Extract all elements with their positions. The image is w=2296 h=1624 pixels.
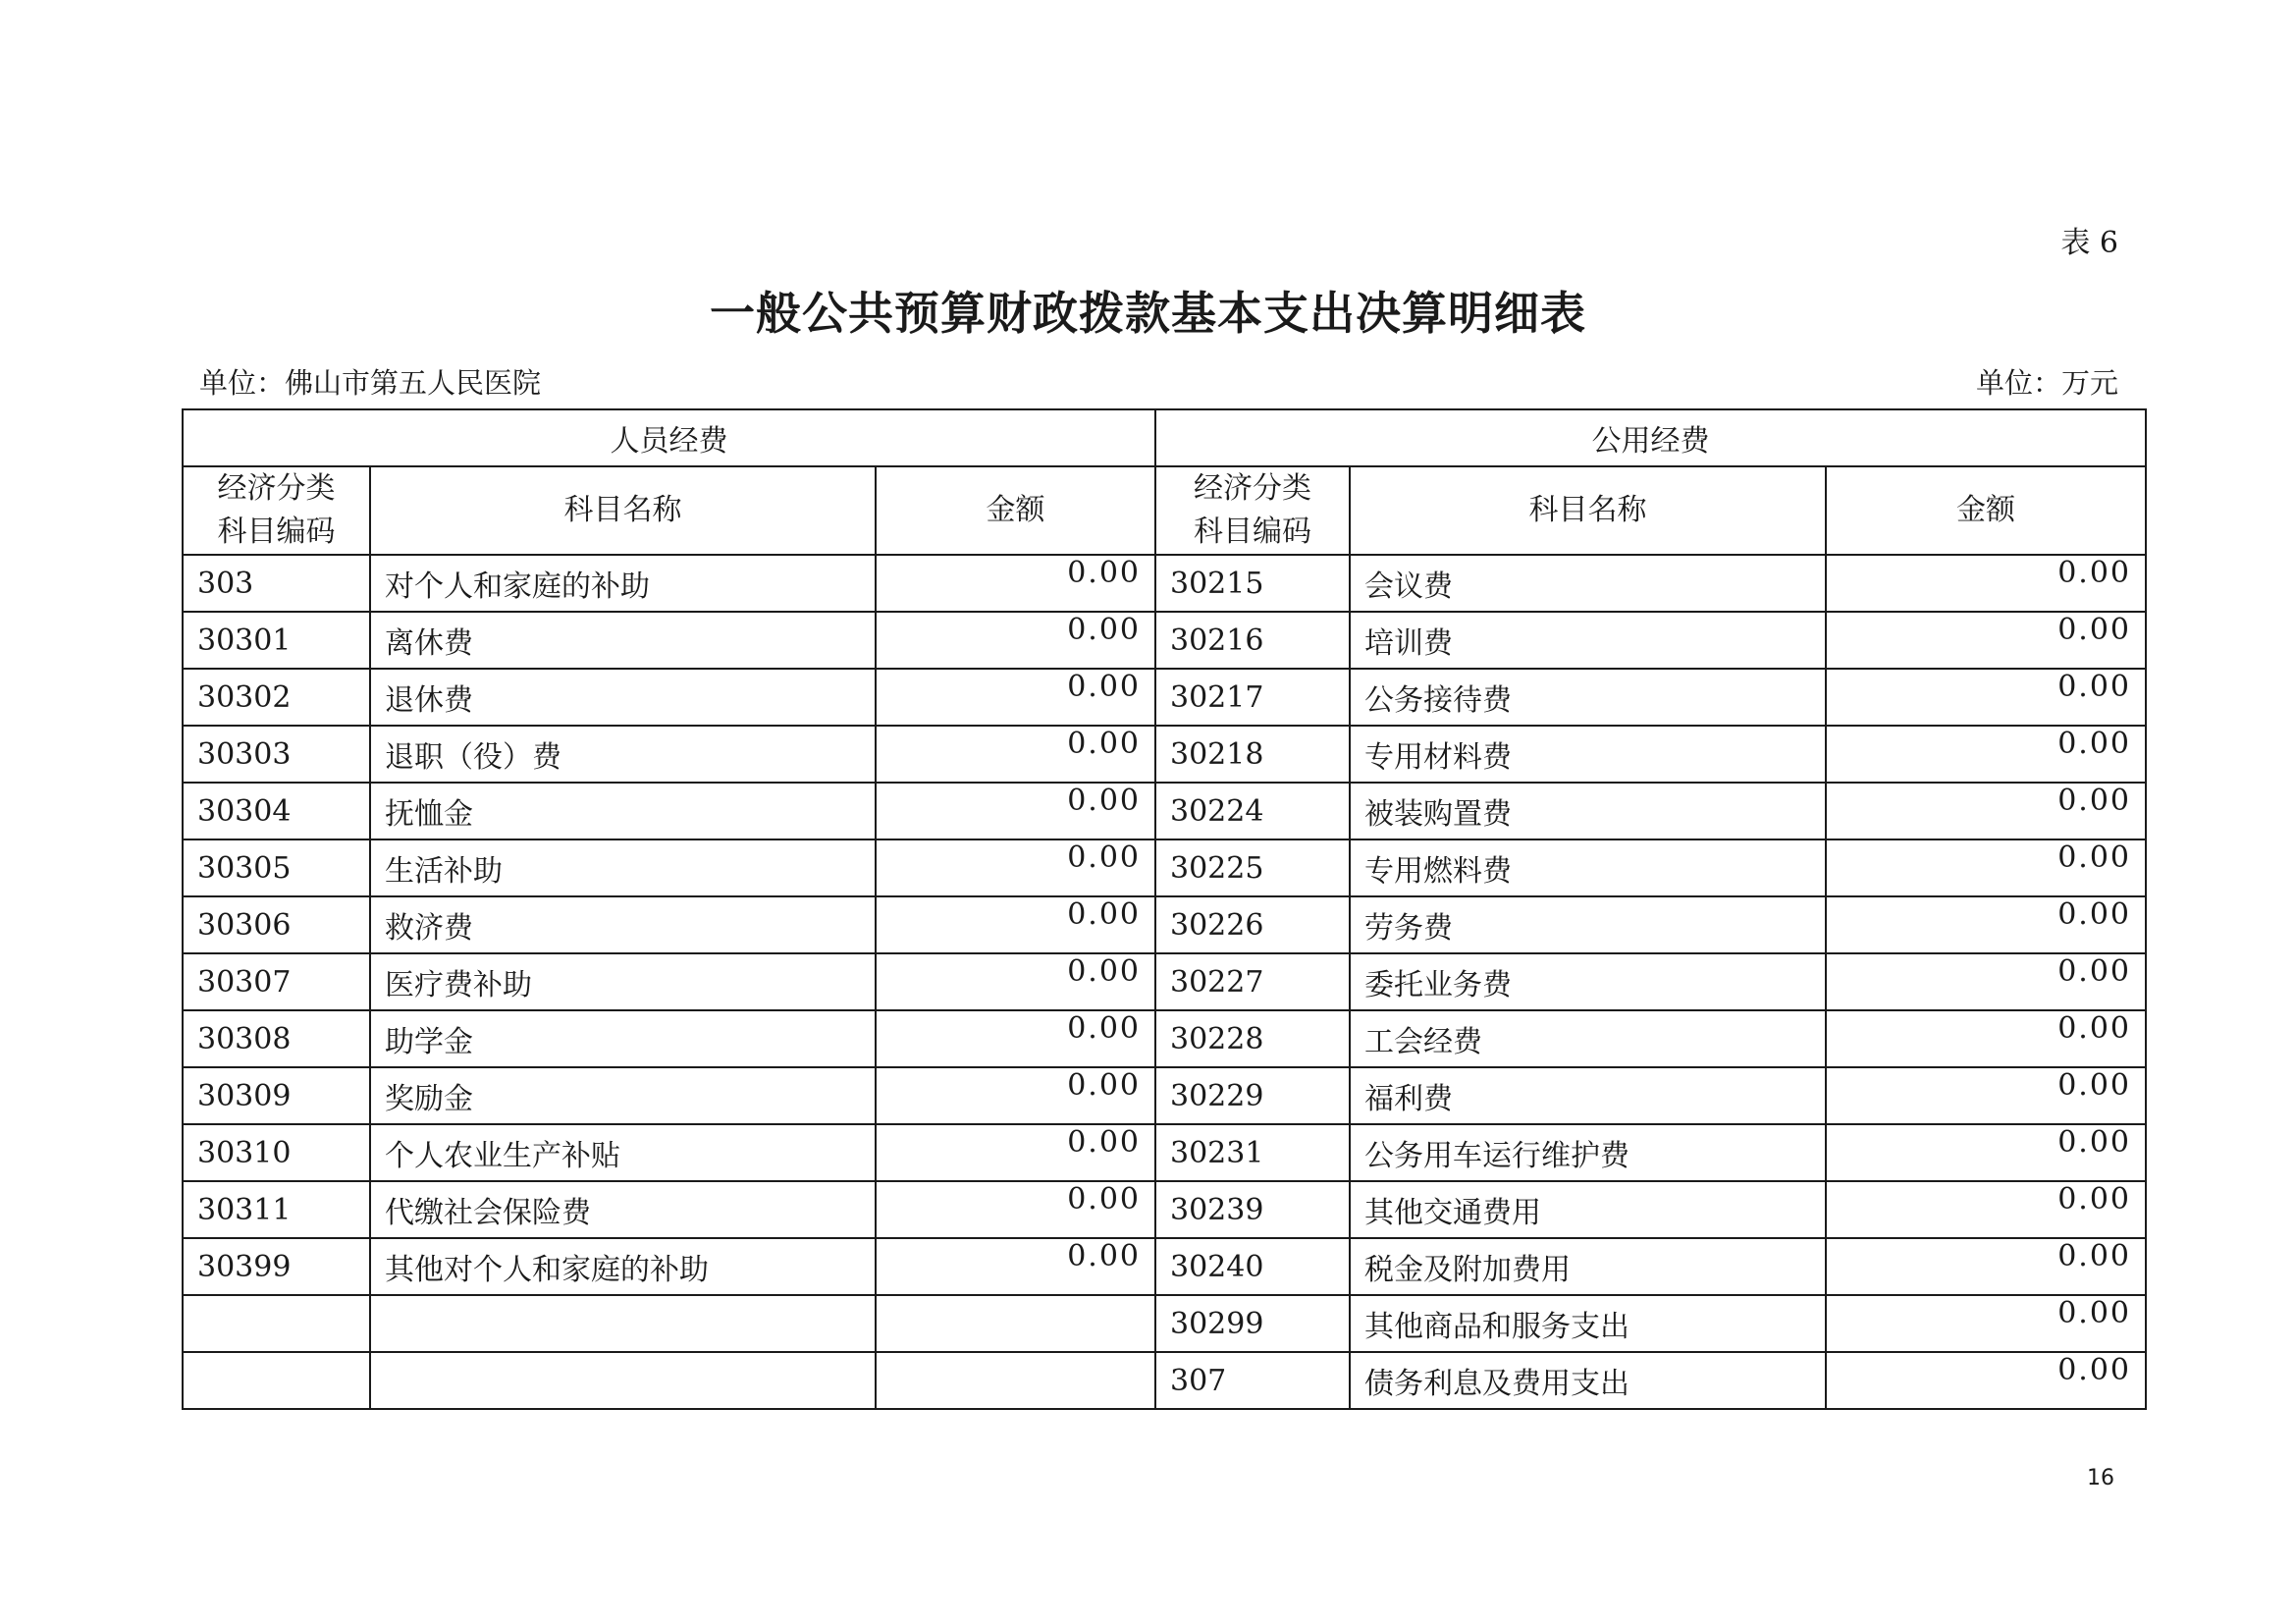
table-row <box>183 669 2146 726</box>
right-amount-cell: 0.00 <box>1826 1124 2146 1181</box>
right-code-cell: 30299 <box>1155 1295 1350 1352</box>
right-amount-cell: 0.00 <box>1826 1352 2146 1409</box>
right-amount-cell: 0.00 <box>1826 1295 2146 1352</box>
table-row <box>183 555 2146 612</box>
right-code-cell: 307 <box>1155 1352 1350 1409</box>
col-header-amount-left: 金额 <box>876 466 1155 555</box>
right-amount-cell: 0.00 <box>1826 669 2146 726</box>
left-code-cell: 303 <box>183 555 370 612</box>
left-amount-cell: 0.00 <box>876 783 1155 839</box>
left-amount-cell: 0.00 <box>876 669 1155 726</box>
right-amount-cell: 0.00 <box>1826 555 2146 612</box>
right-code-cell: 30224 <box>1155 783 1350 839</box>
right-name-cell: 劳务费 <box>1350 896 1826 953</box>
group-public-expenses: 公用经费 <box>1155 409 2146 466</box>
left-code-cell: 30304 <box>183 783 370 839</box>
left-code-cell <box>183 1352 370 1409</box>
right-name-cell: 专用燃料费 <box>1350 839 1826 896</box>
left-name-cell: 退休费 <box>370 669 876 726</box>
right-name-cell: 债务利息及费用支出 <box>1350 1352 1826 1409</box>
table-row <box>183 896 2146 953</box>
left-amount-cell: 0.00 <box>876 839 1155 896</box>
right-code-cell: 30239 <box>1155 1181 1350 1238</box>
unit-organization: 单位：佛山市第五人民医院 <box>199 366 542 400</box>
left-name-cell: 个人农业生产补贴 <box>370 1124 876 1181</box>
table-row <box>183 1352 2146 1409</box>
left-amount-cell: 0.00 <box>876 953 1155 1010</box>
right-name-cell: 培训费 <box>1350 612 1826 669</box>
right-code-cell: 30227 <box>1155 953 1350 1010</box>
left-amount-cell <box>876 1352 1155 1409</box>
left-amount-cell: 0.00 <box>876 1010 1155 1067</box>
right-code-cell: 30228 <box>1155 1010 1350 1067</box>
right-name-cell: 专用材料费 <box>1350 726 1826 783</box>
unit-currency: 单位：万元 <box>1975 366 2118 400</box>
table-row <box>183 1238 2146 1295</box>
group-personnel-expenses: 人员经费 <box>183 409 1155 466</box>
left-name-cell: 救济费 <box>370 896 876 953</box>
table-row <box>183 953 2146 1010</box>
right-code-cell: 30240 <box>1155 1238 1350 1295</box>
left-code-cell: 30309 <box>183 1067 370 1124</box>
right-name-cell: 被装购置费 <box>1350 783 1826 839</box>
right-name-cell: 公务接待费 <box>1350 669 1826 726</box>
column-header-row <box>183 466 2146 555</box>
left-amount-cell: 0.00 <box>876 896 1155 953</box>
col-header-code-right <box>1155 466 1350 555</box>
right-code-cell: 30231 <box>1155 1124 1350 1181</box>
table-row <box>183 612 2146 669</box>
left-name-cell <box>370 1352 876 1409</box>
left-name-cell: 离休费 <box>370 612 876 669</box>
table-row <box>183 1010 2146 1067</box>
right-name-cell: 税金及附加费用 <box>1350 1238 1826 1295</box>
left-amount-cell: 0.00 <box>876 1181 1155 1238</box>
table-number: 表 6 <box>2060 226 2118 260</box>
right-name-cell: 公务用车运行维护费 <box>1350 1124 1826 1181</box>
right-code-cell: 30217 <box>1155 669 1350 726</box>
right-name-cell: 工会经费 <box>1350 1010 1826 1067</box>
table-row <box>183 1067 2146 1124</box>
left-name-cell: 医疗费补助 <box>370 953 876 1010</box>
expenditure-detail-table <box>182 408 2147 1410</box>
right-name-cell: 会议费 <box>1350 555 1826 612</box>
col-header-code-left <box>183 466 370 555</box>
left-code-cell: 30308 <box>183 1010 370 1067</box>
table-row <box>183 1295 2146 1352</box>
right-amount-cell: 0.00 <box>1826 726 2146 783</box>
left-name-cell: 抚恤金 <box>370 783 876 839</box>
col-header-code-line2: 科目编码 <box>1194 514 1311 549</box>
left-name-cell: 助学金 <box>370 1010 876 1067</box>
left-code-cell: 30302 <box>183 669 370 726</box>
table-row <box>183 726 2146 783</box>
right-amount-cell: 0.00 <box>1826 1238 2146 1295</box>
right-code-cell: 30226 <box>1155 896 1350 953</box>
right-code-cell: 30218 <box>1155 726 1350 783</box>
left-amount-cell: 0.00 <box>876 1124 1155 1181</box>
left-name-cell: 其他对个人和家庭的补助 <box>370 1238 876 1295</box>
right-amount-cell: 0.00 <box>1826 612 2146 669</box>
left-amount-cell: 0.00 <box>876 612 1155 669</box>
left-amount-cell: 0.00 <box>876 726 1155 783</box>
col-header-code-line1: 经济分类 <box>1194 471 1311 506</box>
right-amount-cell: 0.00 <box>1826 953 2146 1010</box>
left-amount-cell: 0.00 <box>876 1067 1155 1124</box>
left-name-cell: 对个人和家庭的补助 <box>370 555 876 612</box>
col-header-name-right: 科目名称 <box>1350 466 1826 555</box>
page-number: 16 <box>2087 1466 2114 1490</box>
col-header-name-left: 科目名称 <box>370 466 876 555</box>
right-name-cell: 委托业务费 <box>1350 953 1826 1010</box>
table-row <box>183 1124 2146 1181</box>
left-name-cell: 退职（役）费 <box>370 726 876 783</box>
left-code-cell: 30305 <box>183 839 370 896</box>
right-code-cell: 30229 <box>1155 1067 1350 1124</box>
right-name-cell: 其他商品和服务支出 <box>1350 1295 1826 1352</box>
left-amount-cell: 0.00 <box>876 1238 1155 1295</box>
left-code-cell <box>183 1295 370 1352</box>
right-amount-cell: 0.00 <box>1826 783 2146 839</box>
right-amount-cell: 0.00 <box>1826 896 2146 953</box>
left-code-cell: 30301 <box>183 612 370 669</box>
left-code-cell: 30311 <box>183 1181 370 1238</box>
left-code-cell: 30303 <box>183 726 370 783</box>
page-title: 一般公共预算财政拨款基本支出决算明细表 <box>710 287 1586 340</box>
col-header-code-line1: 经济分类 <box>217 471 336 506</box>
table-row <box>183 839 2146 896</box>
right-amount-cell: 0.00 <box>1826 1067 2146 1124</box>
right-amount-cell: 0.00 <box>1826 1181 2146 1238</box>
right-code-cell: 30225 <box>1155 839 1350 896</box>
group-header-row <box>183 409 2146 466</box>
right-code-cell: 30216 <box>1155 612 1350 669</box>
left-name-cell: 奖励金 <box>370 1067 876 1124</box>
left-code-cell: 30399 <box>183 1238 370 1295</box>
right-amount-cell: 0.00 <box>1826 839 2146 896</box>
left-code-cell: 30306 <box>183 896 370 953</box>
col-header-code-line2: 科目编码 <box>217 514 336 549</box>
right-name-cell: 其他交通费用 <box>1350 1181 1826 1238</box>
right-amount-cell: 0.00 <box>1826 1010 2146 1067</box>
left-amount-cell: 0.00 <box>876 555 1155 612</box>
left-amount-cell <box>876 1295 1155 1352</box>
left-name-cell <box>370 1295 876 1352</box>
left-code-cell: 30307 <box>183 953 370 1010</box>
table-row <box>183 1181 2146 1238</box>
col-header-amount-right: 金额 <box>1826 466 2146 555</box>
left-name-cell: 代缴社会保险费 <box>370 1181 876 1238</box>
left-code-cell: 30310 <box>183 1124 370 1181</box>
right-name-cell: 福利费 <box>1350 1067 1826 1124</box>
right-code-cell: 30215 <box>1155 555 1350 612</box>
left-name-cell: 生活补助 <box>370 839 876 896</box>
table-row <box>183 783 2146 839</box>
